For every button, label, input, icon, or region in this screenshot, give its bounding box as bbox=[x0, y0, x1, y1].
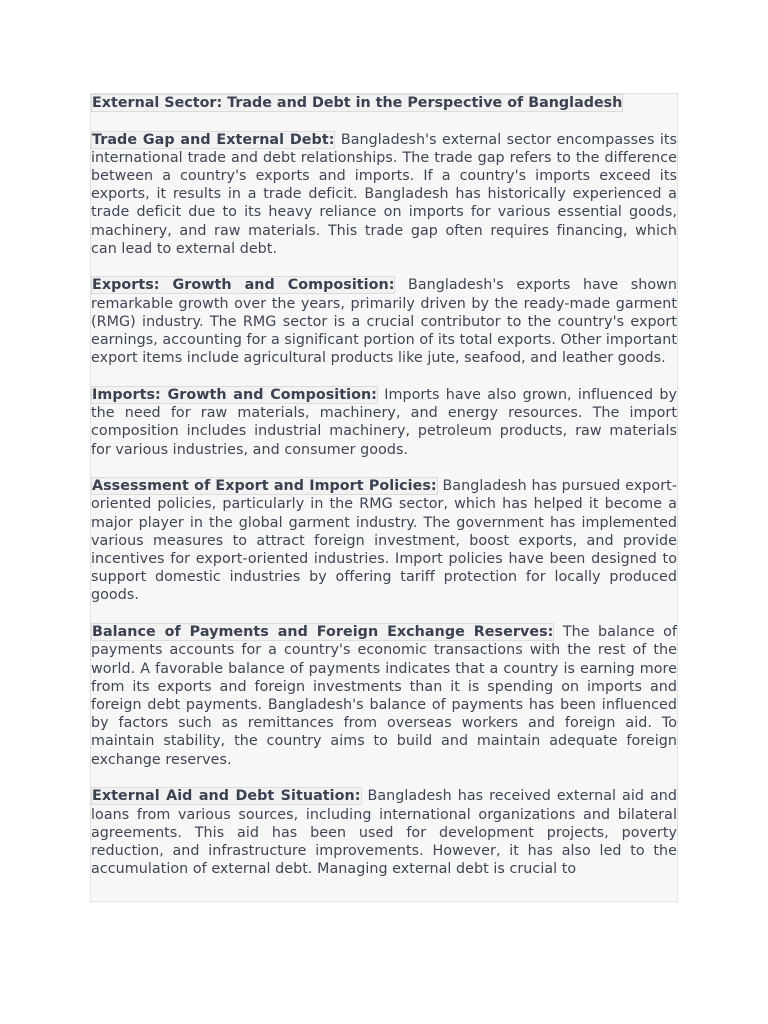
section-exports bbox=[91, 276, 677, 367]
section-heading: Trade Gap and External Debt: bbox=[92, 131, 335, 148]
section-trade-gap bbox=[91, 131, 677, 258]
section-policies bbox=[91, 477, 677, 604]
section-heading: External Aid and Debt Situation: bbox=[92, 788, 361, 805]
document-title bbox=[91, 94, 677, 112]
section-body: Bangladesh has pursued export-oriented policies, particularly in the RMG sector, which has helped it become a major player in the global garment industry. The government has implemented various measures to attract foreign investment, boost exports, and provide incentives for export-oriented industries. Import policies have been designed to support domestic industries by offering tariff protection for locally produced goods. bbox=[91, 478, 677, 604]
section-balance-of-payments bbox=[91, 623, 677, 769]
section-heading: Assessment of Export and Import Policies: bbox=[92, 478, 437, 495]
section-external-aid bbox=[91, 787, 677, 878]
section-body: Bangladesh's external sector encompasses its international trade and debt relationships. The trade gap refers to the difference between a country's exports and imports. If a country's imports exceed its exports, it results in a trade deficit. Bangladesh has historically experienced a trade deficit due to its heavy reliance on imports for various essential goods, machinery, and raw materials. This trade gap often requires financing, which can lead to external debt. bbox=[91, 131, 677, 257]
section-body: The balance of payments accounts for a country's economic transactions with the rest of the world. A favorable balance of payments indicates that a country is earning more from its exports and foreign investments than it is spending on imports and foreign debt payments. Bangladesh's balance of payments has been influenced by factors such as remittances from overseas workers and foreign aid. To maintain stability, the country aims to build and maintain adequate foreign exchange reserves. bbox=[91, 624, 677, 768]
section-body: Bangladesh's exports have shown remarkable growth over the years, primarily driven by the ready-made garment (RMG) industry. The RMG sector is a crucial contributor to the country's export earnings, accounting for a significant portion of its total exports. Other important export items include agricultural products like jute, seafood, and leather goods. bbox=[91, 277, 677, 367]
section-imports bbox=[91, 386, 677, 459]
document-title-text: External Sector: Trade and Debt in the Perspective of Bangladesh bbox=[92, 95, 623, 111]
section-body: Bangladesh has received external aid and loans from various sources, including international organizations and bilateral agreements. This aid has been used for development projects, poverty reduction, and infrastructure improvements. However, it has also led to the accumulation of external debt. Managing external debt is crucial to bbox=[91, 788, 677, 878]
document-page bbox=[90, 93, 678, 902]
section-body: Imports have also grown, influenced by the need for raw materials, machinery, and energy resources. The import composition includes industrial machinery, petroleum products, raw materials for various industries, and consumer goods. bbox=[91, 386, 677, 458]
section-heading: Balance of Payments and Foreign Exchange Reserves: bbox=[92, 624, 554, 641]
section-heading: Exports: Growth and Composition: bbox=[92, 277, 395, 294]
section-heading: Imports: Growth and Composition: bbox=[92, 386, 377, 403]
